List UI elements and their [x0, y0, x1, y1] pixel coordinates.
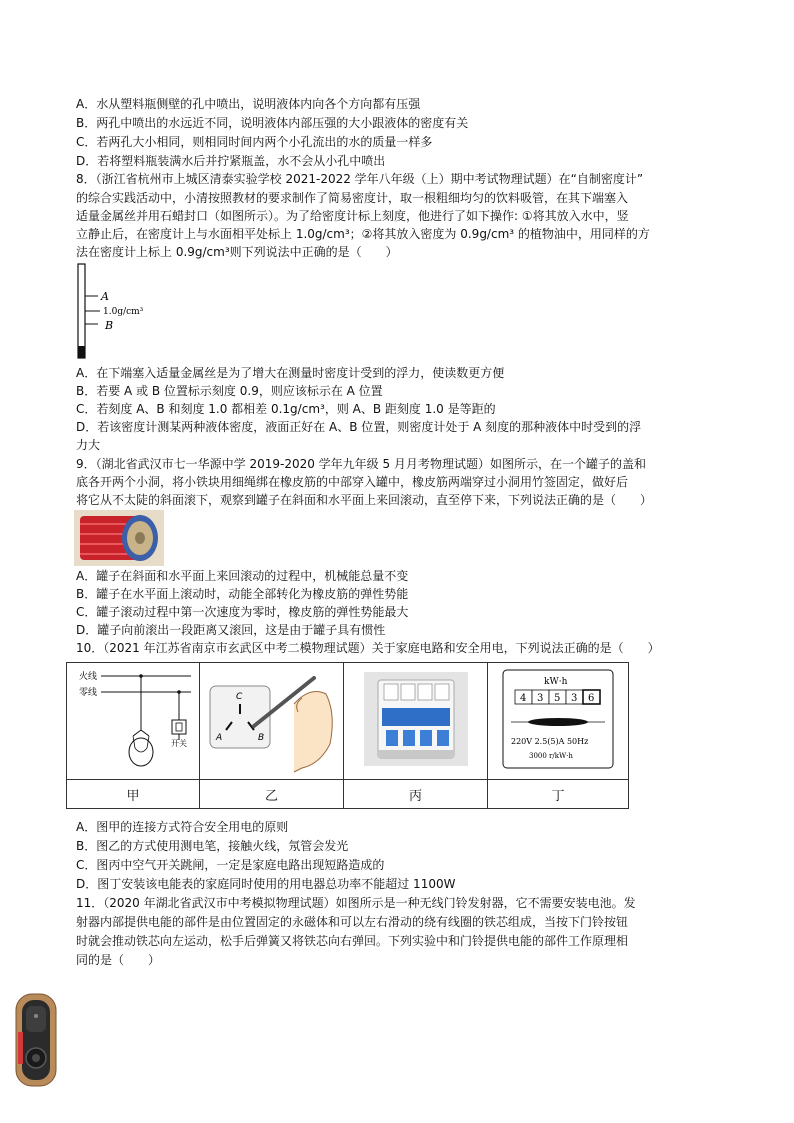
socket-label-a: A: [215, 733, 222, 743]
meter-digit: 3: [571, 693, 578, 704]
meter-unit: kW·h: [544, 677, 568, 687]
wireless-doorbell-photo: [14, 992, 60, 1090]
household-circuit-figure: [69, 664, 197, 774]
meter-digit: 4: [520, 693, 527, 704]
q8-option-b: B．若要 A 或 B 位置标示刻度 0.9，则应该标示在 A 位置: [76, 384, 383, 398]
q7-option-a: A．水从塑料瓶侧壁的孔中喷出，说明液体内向各个方向都有压强: [76, 97, 421, 111]
switch-box: [172, 720, 186, 734]
meter-digits: [515, 690, 600, 704]
label-b: B: [105, 319, 114, 332]
doorbell-side-stripe: [18, 1032, 23, 1064]
q9-option-d: D．罐子向前滚出一段距离又滚回，这是由于罐子具有惯性: [76, 623, 386, 637]
rolling-can-photo: [74, 510, 164, 566]
q10-option-a: A．图甲的连接方式符合安全用电的原则: [76, 820, 289, 834]
meter-spec: 220V 2.5(5)A 50Hz: [511, 737, 589, 746]
fire-wire-label: 火线: [79, 672, 98, 682]
doorbell-top-panel: [26, 1006, 46, 1032]
q8-option-a: A．在下端塞入适量金属丝是为了增大在测量时密度计受到的浮力，使读数更方便: [76, 366, 505, 380]
test-pen-socket-figure: [202, 664, 342, 774]
air-switch-photo: [364, 672, 468, 766]
q8-option-d: D．若该密度计测某两种液体密度，液面正好在 A、B 位置，则密度计处于 A 刻度的那种液体中时受到的浮: [76, 420, 642, 434]
meter-disk: [528, 718, 588, 726]
q8-option-c: C．若刻度 A、B 和刻度 1.0 都相差 0.1g/cm³，则 A、B 距刻度 1.0 是等距的: [76, 402, 496, 416]
q8-stem-line: 适量金属丝并用石蜡封口（如图所示）。为了给密度计标上刻度，他进行了如下操作: ①将其放入水中，竖: [76, 209, 629, 223]
meter-digit: 5: [554, 693, 561, 704]
caption-jia: 甲: [67, 780, 200, 809]
q9-stem-line: 9．（湖北省武汉市七一华源中学 2019-2020 学年九年级 5 月月考物理试题）如图所示，在一个罐子的盖和: [76, 457, 646, 471]
q10-figure-table: [66, 662, 629, 809]
figure-bing-cell: [344, 663, 488, 780]
meter-rate: 3000 r/kW·h: [529, 752, 573, 760]
metal-wire-plug: [78, 346, 85, 358]
socket-label-c: C: [235, 692, 242, 702]
indicator-light-icon: [34, 1014, 38, 1018]
q9-option-a: A．罐子在斜面和水平面上来回滚动的过程中，机械能总量不变: [76, 569, 409, 583]
meter-digit: 3: [537, 693, 544, 704]
q10-option-c: C．图丙中空气开关跳闸，一定是家庭电路出现短路造成的: [76, 858, 385, 872]
electric-meter-figure: [499, 664, 617, 774]
q9-stem-line: 底各开两个小洞，将小铁块用细绳绑在橡皮筋的中部穿入罐中，橡皮筋两端穿过小洞用竹签固定，做好后: [76, 475, 629, 489]
q11-stem-line: 同的是（ ）: [76, 953, 161, 967]
caption-yi: 乙: [200, 780, 344, 809]
q11-stem-line: 时就会推动铁芯向左运动，松手后弹簧又将铁芯向右弹回。下列实验中和门铃提供电能的部件工作原理相: [76, 934, 629, 948]
q8-stem-line: 法在密度计上标上 0.9g/cm³则下列说法中正确的是（ ）: [76, 245, 398, 259]
caption-bing: 丙: [344, 780, 488, 809]
meter-digit: 6: [588, 693, 595, 704]
q10-stem-line: 10．（2021 年江苏省南京市玄武区中考二模物理试题）关于家庭电路和安全用电，下列说法正确的是（ ）: [76, 641, 660, 655]
caption-ding: 丁: [488, 780, 629, 809]
density-meter-figure: [74, 262, 164, 360]
label-a: A: [101, 290, 109, 303]
figure-yi-cell: [200, 663, 344, 780]
hand: [294, 692, 332, 772]
q9-stem-line: 将它从不太陡的斜面滚下，观察到罐子在斜面和水平面上来回滚动，直至停下来，下列说法正确的是（ ）: [76, 493, 653, 507]
q9-option-b: B．罐子在水平面上滚动时，动能全部转化为橡皮筋的弹性势能: [76, 587, 409, 601]
q8-option-d-cont: 力大: [76, 438, 101, 452]
q7-option-d: D．若将塑料瓶装满水后并拧紧瓶盖，水不会从小孔中喷出: [76, 154, 386, 168]
socket-label-b: B: [257, 733, 264, 743]
figure-jia-cell: [67, 663, 200, 780]
q10-option-b: B．图乙的方式使用测电笔，接触火线，氖管会发光: [76, 839, 349, 853]
breaker-label-band: [382, 708, 450, 726]
can-lid-center: [135, 532, 145, 544]
switch-label: 开关: [171, 739, 187, 748]
q9-option-c: C．罐子滚动过程中第一次速度为零时，橡皮筋的弹性势能最大: [76, 605, 409, 619]
q8-stem-line: 的综合实践活动中，小清按照教材的要求制作了简易密度计，取一根粗细均匀的饮料吸管，在其下端塞入: [76, 191, 629, 205]
zero-wire-label: 零线: [79, 688, 98, 698]
q11-stem-line: 11．（2020 年湖北省武汉市中考模拟物理试题）如图所示是一种无线门铃发射器，它不需要安装电池。发: [76, 896, 636, 910]
figure-ding-cell: [488, 663, 629, 780]
q7-option-b: B．两孔中喷出的水远近不同，说明液体内部压强的大小跟液体的密度有关: [76, 116, 469, 130]
q8-stem-line: 立静止后，在密度计上与水面相平处标上 1.0g/cm³；②将其放入密度为 0.9g/cm³ 的植物油中，用同样的方: [76, 227, 650, 241]
straw-tube: [78, 264, 85, 358]
label-density-1: 1.0g/cm³: [103, 307, 144, 317]
q10-option-d: D．图丁安装该电能表的家庭同时使用的用电器总功率不能超过 1100W: [76, 877, 456, 891]
q8-stem-line: 8．（浙江省杭州市上城区清泰实验学校 2021-2022 学年八年级（上）期中考试物理试题）在“自制密度计”: [76, 172, 644, 186]
q11-stem-line: 射器内部提供电能的部件是由位置固定的永磁体和可以左右滑动的绕有线圈的铁芯组成，当按下门铃按钮: [76, 915, 629, 929]
q7-option-c: C．若两孔大小相同，则相同时间内两个小孔流出的水的质量一样多: [76, 135, 433, 149]
